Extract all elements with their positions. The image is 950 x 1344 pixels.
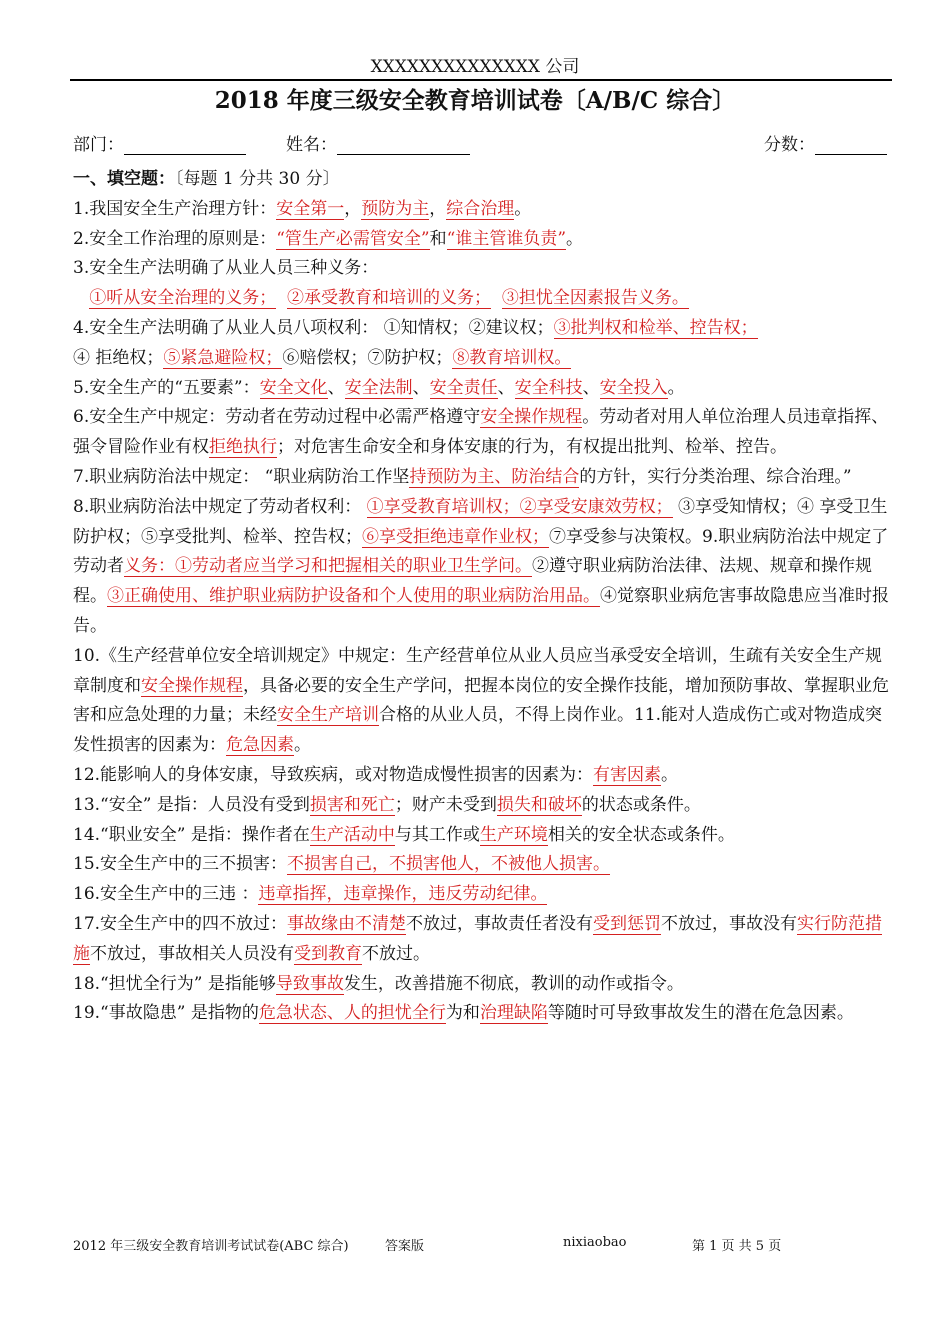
answer-text: 生产环境 <box>479 824 548 845</box>
question-text: 为和 <box>445 1003 480 1024</box>
department-blank[interactable] <box>124 136 246 155</box>
question-text: 。 <box>566 228 584 249</box>
answer-text: ③担忧全因素报告义务。 <box>501 288 689 309</box>
question-text: 、 <box>412 377 430 398</box>
question-text: 发生，改善措施不彻底，教训的动作或指令。 <box>343 973 684 994</box>
question-item <box>73 493 898 642</box>
question-item <box>73 254 898 284</box>
question-text: 16.安全生产中的三违 ： <box>73 884 259 905</box>
score-blank[interactable] <box>815 136 887 155</box>
question-text: 不放过，事故责任者没有 <box>406 913 594 934</box>
question-item <box>73 999 898 1029</box>
answer-text: ③批判权和检举、控告权； <box>553 317 758 338</box>
footer-author: nixiaobao <box>563 1235 627 1250</box>
section-note: 〔每题 1 分共 30 分〕 <box>175 169 340 189</box>
answer-text: 实行防范措施 <box>73 913 883 964</box>
question-text: 19.“事故隐患” 是指物的 <box>73 1003 259 1024</box>
question-text: 的状态或条件。 <box>581 794 701 815</box>
answer-text: 生产活动中 <box>309 824 395 845</box>
question-item <box>73 284 898 314</box>
answer-text: 事故缘由不清楚 <box>287 913 407 934</box>
question-text: 相关的安全状态或条件。 <box>547 824 735 845</box>
info-fields <box>73 130 893 160</box>
question-item <box>73 910 898 970</box>
question-text: 4.安全生产法明确了从业人员八项权利： ①知情权；②建议权； <box>73 317 554 338</box>
question-item <box>73 225 898 255</box>
answer-text: ①享受教育培训权；②享受安康效劳权； <box>366 496 673 517</box>
question-text: 。 <box>514 198 532 219</box>
question-text: 的方针，实行分类治理、综合治理。” <box>579 466 852 487</box>
question-item <box>73 374 898 404</box>
name-field <box>286 130 470 155</box>
question-text: 。 <box>667 377 685 398</box>
footer-title: 2012 年三级安全教育培训考试试卷(ABC 综合) <box>73 1239 349 1254</box>
question-text <box>276 288 287 308</box>
answer-text: 安全生产培训 <box>277 705 379 726</box>
answer-text: 安全操作规程 <box>480 407 583 428</box>
name-blank[interactable] <box>337 136 470 155</box>
answer-text: ①听从安全治理的义务； <box>89 288 277 309</box>
question-item <box>73 344 898 374</box>
question-item <box>73 195 898 225</box>
question-item <box>73 463 898 493</box>
answer-text: 危急因素 <box>226 735 294 756</box>
answer-text: 违章指挥，违章操作，违反劳动纪律。 <box>258 884 548 905</box>
answer-text: 安全责任 <box>429 377 498 398</box>
department-field <box>73 130 246 155</box>
header-rule <box>70 79 892 81</box>
question-text: ③享受知情权；④ 享受卫生防护权；⑤享受批判、检举、控告权； <box>73 496 888 547</box>
answer-text: 安全科技 <box>514 377 583 398</box>
question-item <box>73 970 898 1000</box>
question-text: 。 <box>661 764 679 785</box>
question-item <box>73 314 898 344</box>
question-text: 。 <box>294 735 311 756</box>
question-body <box>73 165 898 1029</box>
question-text: 10.《生产经营单位安全培训规定》中规定：生产经营单位从业人员应当承受安全培训，生疏有关安全生产规章制度和 <box>73 645 883 696</box>
question-item <box>73 791 898 821</box>
question-item <box>73 880 898 910</box>
question-text: 和 <box>429 228 447 249</box>
section-heading <box>73 165 898 195</box>
answer-text: 有害因素 <box>593 764 662 785</box>
answer-text: 安全文化 <box>259 377 328 398</box>
answer-text: 不损害自己，不损害他人，不被他人损害。 <box>287 854 611 875</box>
question-text: 。劳动者对用人单位治理人员违章指挥、强令冒险作业有权 <box>73 407 889 458</box>
question-item <box>73 403 898 463</box>
question-text: ；财产未受到 <box>394 794 497 815</box>
answer-text: 安全操作规程 <box>141 675 243 696</box>
question-text: 8.职业病防治法中规定了劳动者权利： <box>73 496 367 517</box>
answer-text: 治理缺陷 <box>479 1003 548 1024</box>
footer-page: 第 1 页 共 5 页 <box>692 1239 782 1254</box>
question-text: ，具备必要的安全生产学问，把握本岗位的安全操作技能，增加预防事故、掌握职业危害和应急处理的力量；未经 <box>73 675 889 726</box>
question-text: 、 <box>582 377 600 398</box>
question-text <box>491 288 502 308</box>
question-text: 13.“安全” 是指：人员没有受到 <box>73 794 310 815</box>
answer-text: “管生产必需管安全” <box>276 228 430 249</box>
question-text: 5.安全生产的“五要素”： <box>73 377 260 398</box>
question-text: ④觉察职业病危害事故隐患应当准时报告。 <box>73 586 889 636</box>
answer-text: 损失和破坏 <box>496 794 582 815</box>
department-label: 部门： <box>73 135 124 155</box>
question-text: 3.安全生产法明确了从业人员三种义务： <box>73 258 379 279</box>
answer-text: ②承受教育和培训的义务； <box>287 288 492 309</box>
question-text: ， <box>429 198 447 219</box>
question-text: ， <box>344 198 362 219</box>
question-text: ⑦享受参与决策权。9.职业病防治法中规定了劳动者 <box>73 526 889 577</box>
answer-text: 危急状态、人的担忧全行 <box>258 1003 446 1024</box>
question-item <box>73 642 898 761</box>
answer-text: ③正确使用、维护职业病防护设备和个人使用的职业病防治用品。 <box>107 586 600 607</box>
question-text: ②遵守职业病防治法律、法规、规章和操作规程。 <box>73 556 872 607</box>
answer-text: 安全投入 <box>599 377 668 398</box>
question-text: ⑥赔偿权；⑦防护权； <box>282 347 453 368</box>
score-label: 分数： <box>764 135 815 155</box>
score-field <box>764 130 887 155</box>
answer-text: 持预防为主、防治结合 <box>409 466 580 487</box>
question-text: 、 <box>327 377 345 398</box>
question-text: 不放过，事故没有 <box>661 913 798 934</box>
answer-text: “谁主管谁负责” <box>446 228 567 249</box>
question-item <box>73 761 898 791</box>
question-item <box>73 850 898 880</box>
question-text: 15.安全生产中的三不损害： <box>73 854 288 875</box>
question-text: 1.我国安全生产治理方针： <box>73 198 277 219</box>
answer-text: 拒绝执行 <box>209 437 277 458</box>
question-text: ；对危害生命安全和身体安康的行为，有权提出批判、检举、控告。 <box>277 437 787 458</box>
footer-version: 答案版 <box>385 1239 425 1254</box>
question-text: 6.安全生产中规定：劳动者在劳动过程中必需严格遵守 <box>73 407 481 428</box>
question-text: 2.安全工作治理的原则是： <box>73 228 277 249</box>
answer-text: 义务：①劳动者应当学习和把握相关的职业卫生学问。 <box>124 556 532 577</box>
question-text: 与其工作或 <box>394 824 480 845</box>
question-text: 7.职业病防治法中规定： “职业病防治工作坚 <box>73 466 410 487</box>
question-text: 18.“担忧全行为” 是指能够 <box>73 973 276 994</box>
question-list <box>73 195 898 1029</box>
question-text: 等随时可导致事故发生的潜在危急因素。 <box>547 1003 854 1024</box>
answer-text: 预防为主 <box>361 198 430 219</box>
answer-text: 受到惩罚 <box>593 913 662 934</box>
answer-text: 安全第一 <box>276 198 345 219</box>
answer-text: 综合治理 <box>446 198 515 219</box>
answer-text: 受到教育 <box>294 943 362 964</box>
question-text: 12.能影响人的身体安康，导致疾病，或对物造成慢性损害的因素为： <box>73 764 594 785</box>
answer-text: 导致事故 <box>275 973 344 994</box>
question-item <box>73 821 898 851</box>
exam-title: 2018 年度三级安全教育培训试卷〔A/B/C 综合〕 <box>214 87 736 114</box>
question-text: 不放过。 <box>362 943 430 964</box>
name-label: 姓名： <box>286 135 337 155</box>
section-title: 一、填空题： <box>73 169 175 189</box>
answer-text: ⑧教育培训权。 <box>452 347 572 368</box>
answer-text: 损害和死亡 <box>309 794 395 815</box>
question-text: 、 <box>497 377 515 398</box>
question-text: ④ 拒绝权； <box>73 347 164 368</box>
company-name: XXXXXXXXXXXXXX 公司 <box>370 57 580 77</box>
question-text: 不放过，事故相关人员没有 <box>90 943 294 964</box>
question-text <box>73 288 89 308</box>
question-text: 17.安全生产中的四不放过： <box>73 913 288 934</box>
answer-text: 安全法制 <box>344 377 413 398</box>
question-text: 合格的从业人员，不得上岗作业。11.能对人造成伤亡或对物造成突发性损害的因素为： <box>73 705 883 756</box>
answer-text: ⑥享受拒绝违章作业权； <box>362 526 549 547</box>
question-text: 14.“职业安全” 是指：操作者在 <box>73 824 310 845</box>
answer-text: ⑤紧急避险权； <box>163 347 283 368</box>
